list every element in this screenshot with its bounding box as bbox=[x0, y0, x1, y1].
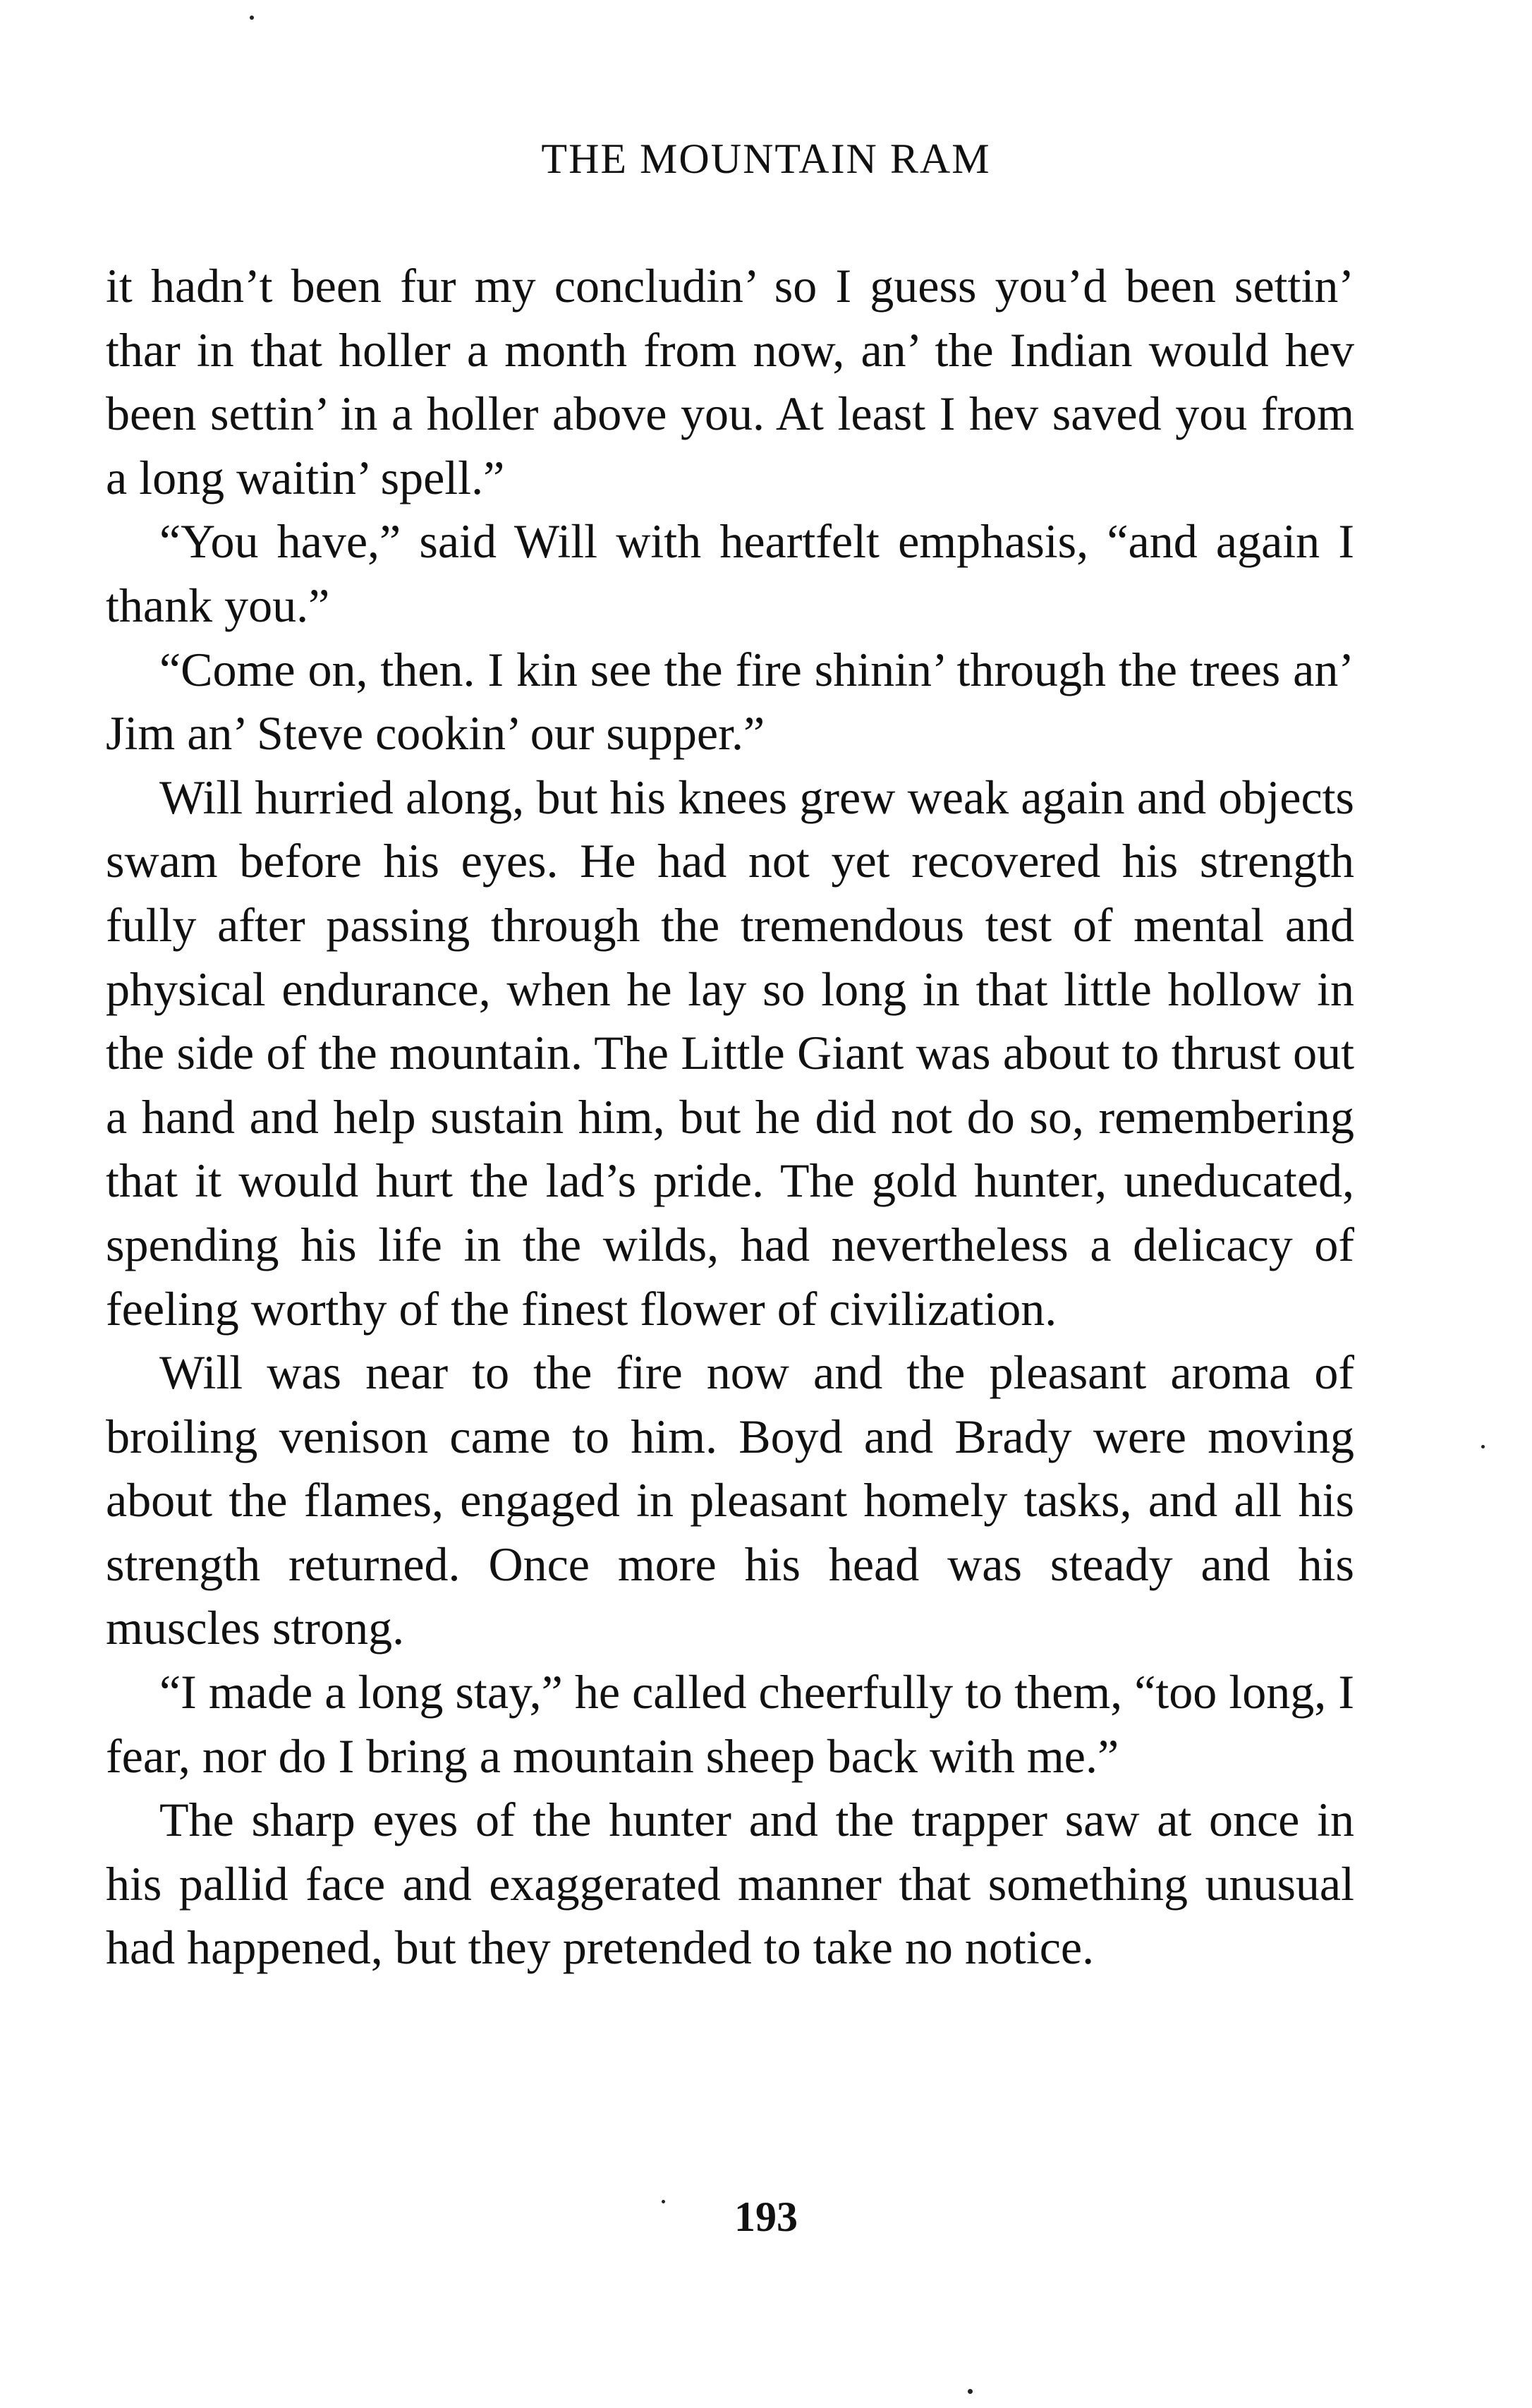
paragraph-3: “Come on, then. I kin see the fire shinin’ through the trees an’ Jim an’ Steve cookin’ our supper.” bbox=[106, 642, 1354, 761]
print-speck bbox=[968, 2389, 973, 2394]
print-speck bbox=[1481, 1445, 1485, 1448]
page-number: 193 bbox=[734, 2194, 798, 2240]
paragraph-1: it hadn’t been fur my concludin’ so I guess you’d been settin’ thar in that holler a month from now, an’ the Indian would hev been settin’ in a holler above you. At least I hev saved you from a long waitin’ spell.” bbox=[106, 259, 1354, 504]
paragraph-4: Will hurried along, but his knees grew weak again and objects swam before his eyes. He had not yet recovered his strength fully after passing through the tremendous test of mental and physical endurance, when he lay so long in that little hollow in the side of the mountain. The Little Giant was about to thrust out a hand and help sustain him, but he did not do so, remembering that it would hurt the lad’s pride. The gold hunter, uneducated, spending his life in the wilds, had nevertheless a delicacy of feeling worthy of the finest flower of civilization. bbox=[106, 770, 1354, 1336]
running-head: THE MOUNTAIN RAM bbox=[541, 135, 991, 182]
body-text bbox=[106, 254, 1354, 1980]
print-speck bbox=[662, 2200, 665, 2203]
paragraph-7: The sharp eyes of the hunter and the trapper saw at once in his pallid face and exaggerated manner that something unusual had happened, but they pretended to take no notice. bbox=[106, 1793, 1354, 1975]
paragraph-5: Will was near to the fire now and the pleasant aroma of broiling venison came to him. Boyd and Brady were moving about the flames, engaged in pleasant homely tasks, and all his strength returned. Once more his head was steady and his muscles strong. bbox=[106, 1345, 1354, 1655]
print-speck bbox=[250, 16, 254, 20]
paragraph-6: “I made a long stay,” he called cheerfully to them, “too long, I fear, nor do I bring a mountain sheep back with me.” bbox=[106, 1665, 1354, 1783]
paragraph-2: “You have,” said Will with heartfelt emphasis, “and again I thank you.” bbox=[106, 514, 1354, 632]
